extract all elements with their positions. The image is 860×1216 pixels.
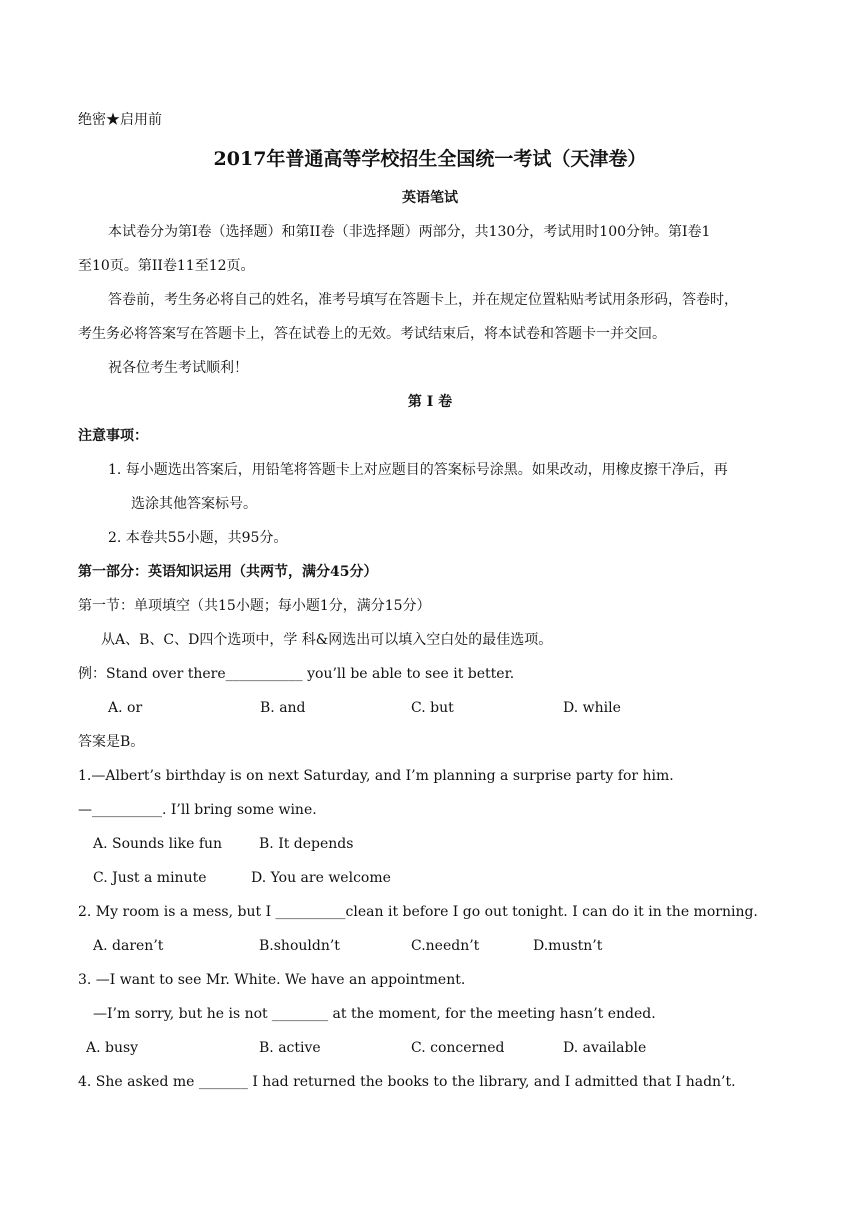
exam-title: 2017年普通高等学校招生全国统一考试（天津卷） bbox=[213, 148, 647, 170]
question-1-option-b: B. It depends bbox=[259, 836, 354, 852]
intro-paragraph-1-line-1: 本试卷分为第I卷（选择题）和第II卷（非选择题）两部分，共130分，考试用时100分钟。第I卷1 bbox=[108, 224, 711, 240]
question-3-line-1: 3. —I want to see Mr. White. We have an appointment. bbox=[78, 972, 466, 988]
question-3-option-d: D. available bbox=[563, 1040, 647, 1056]
example-option-d: D. while bbox=[563, 700, 621, 716]
intro-paragraph-2-line-2: 考生务必将答案写在答题卡上，答在试卷上的无效。考试结束后，将本试卷和答题卡一并交回。 bbox=[78, 326, 666, 342]
question-1-line-1: 1.—Albert’s birthday is on next Saturday, and I’m planning a surprise party for him. bbox=[78, 768, 674, 784]
question-1-option-c: C. Just a minute bbox=[93, 870, 207, 886]
part1-heading: 第一部分：英语知识运用（共两节，满分45分） bbox=[78, 564, 378, 580]
question-3-option-a: A. busy bbox=[86, 1040, 139, 1056]
example-option-a: A. or bbox=[108, 700, 143, 716]
notes-heading: 注意事项： bbox=[78, 428, 148, 444]
section1-instruction: 从A、B、C、D四个选项中，学 科&网选出可以填入空白处的最佳选项。 bbox=[101, 632, 553, 648]
confidential-mark: 绝密★启用前 bbox=[78, 112, 162, 128]
question-2-line-1: 2. My room is a mess, but I __________clean it before I go out tonight. I can do it in the morning. bbox=[78, 904, 758, 920]
intro-paragraph-3: 祝各位考生考试顺利！ bbox=[108, 360, 248, 376]
example-option-c: C. but bbox=[411, 700, 454, 716]
question-2-option-d: D.mustn’t bbox=[533, 938, 603, 954]
question-3-option-b: B. active bbox=[259, 1040, 321, 1056]
notes-item-2: 2. 本卷共55小题，共95分。 bbox=[108, 530, 288, 546]
exam-subtitle: 英语笔试 bbox=[402, 190, 458, 206]
intro-paragraph-1-line-2: 至10页。第II卷11至12页。 bbox=[78, 258, 255, 274]
example-options bbox=[0, 698, 860, 718]
question-1-line-2: —__________. I’ll bring some wine. bbox=[78, 802, 317, 818]
notes-item-1-line-1: 1. 每小题选出答案后，用铅笔将答题卡上对应题目的答案标号涂黑。如果改动，用橡皮擦干净后，再 bbox=[108, 462, 728, 478]
notes-item-1-line-2: 选涂其他答案标号。 bbox=[131, 496, 257, 512]
question-1-option-d: D. You are welcome bbox=[251, 870, 391, 886]
question-1-options-row-1 bbox=[0, 834, 860, 854]
question-3-options bbox=[0, 1038, 860, 1058]
question-4-line-1: 4. She asked me _______ I had returned the books to the library, and I admitted that I hadn’t. bbox=[78, 1074, 736, 1090]
question-3-line-2: —I’m sorry, but he is not ________ at the moment, for the meeting hasn’t ended. bbox=[93, 1006, 656, 1022]
question-1-option-a: A. Sounds like fun bbox=[93, 836, 223, 852]
volume-heading: 第 I 卷 bbox=[407, 394, 453, 410]
intro-paragraph-2-line-1: 答卷前，考生务必将自己的姓名，准考号填写在答题卡上，并在规定位置粘贴考试用条形码，答卷时， bbox=[108, 292, 738, 308]
question-1-options-row-2 bbox=[0, 868, 860, 888]
question-2-options bbox=[0, 936, 860, 956]
example-option-b: B. and bbox=[260, 700, 306, 716]
question-2-option-b: B.shouldn’t bbox=[259, 938, 340, 954]
example-stem: 例：Stand over there___________ you’ll be able to see it better. bbox=[78, 666, 515, 682]
question-2-option-a: A. daren’t bbox=[93, 938, 164, 954]
question-3-option-c: C. concerned bbox=[411, 1040, 505, 1056]
example-answer: 答案是B。 bbox=[78, 734, 145, 750]
section1-heading: 第一节：单项填空（共15小题；每小题1分，满分15分） bbox=[78, 598, 431, 614]
question-2-option-c: C.needn’t bbox=[411, 938, 480, 954]
